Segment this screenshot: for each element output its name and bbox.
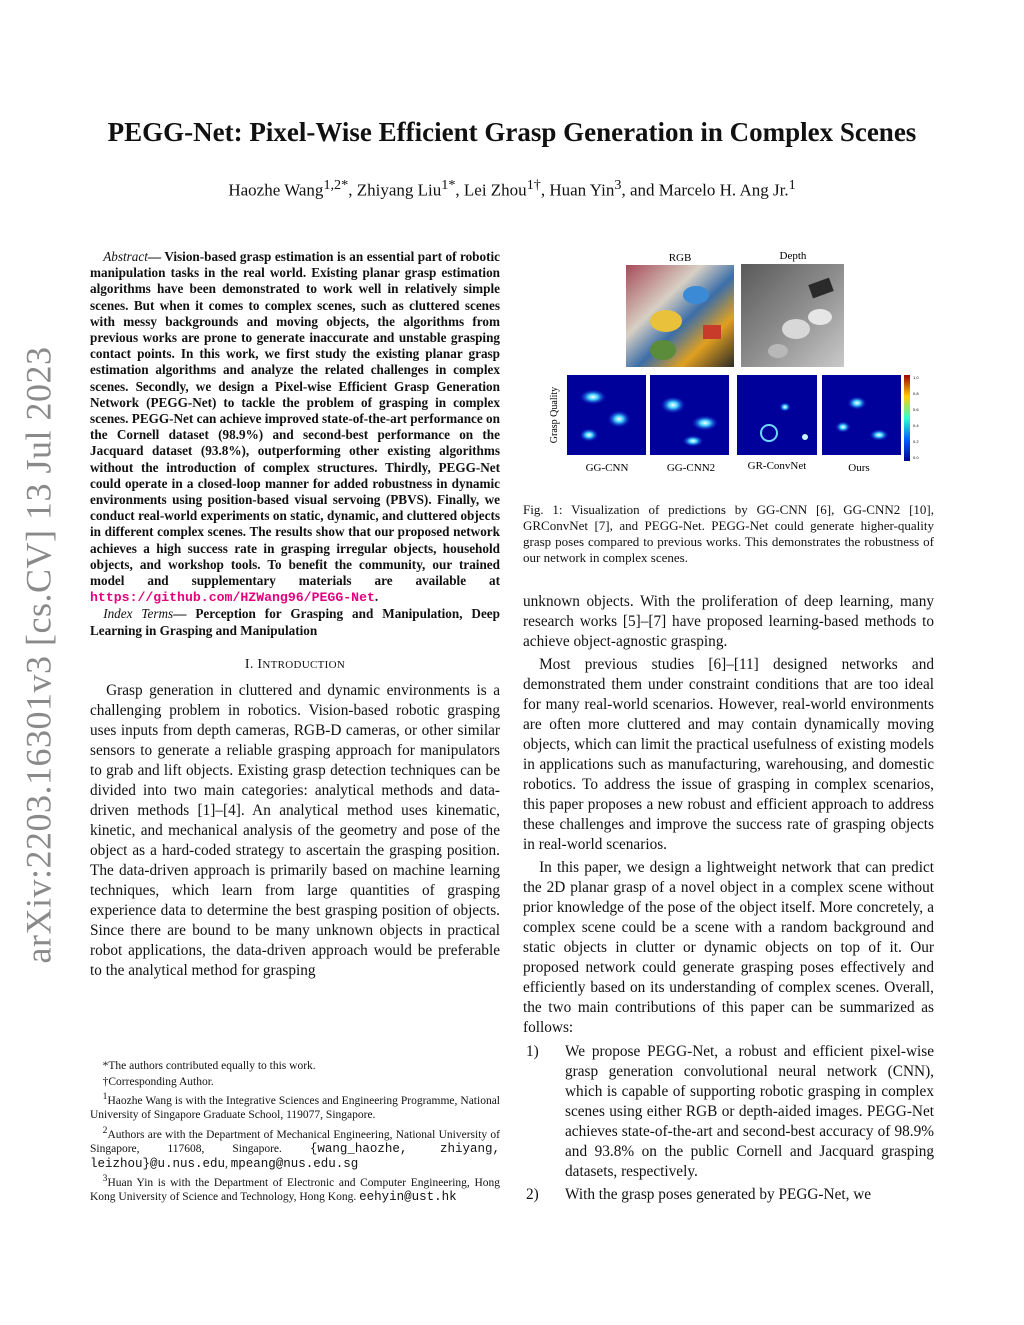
footnote-affil-3 bbox=[90, 1172, 500, 1205]
rgb-object bbox=[650, 310, 682, 332]
abstract bbox=[90, 249, 500, 606]
heatmap-hotspot bbox=[607, 410, 631, 428]
intro-paragraph-3: In this paper, we design a lightweight network that can predict the 2D planar grasp of a novel object in a complex scene without prior knowledge of the pose of the object itself. More concretely, a complex scene could be a scene with a random background and static objects in clutter or dynamic objects on top of it. Our proposed network could generate grasping poses effectively and efficiently based on its understanding of complex scenes. Overall, the two main contributions of this paper can be summarized as follows: bbox=[523, 859, 934, 1036]
heatmap-hotspot bbox=[579, 428, 599, 442]
heatmap-hotspot bbox=[691, 415, 719, 431]
github-link[interactable]: https://github.com/HZWang96/PEGG-Net bbox=[90, 590, 375, 606]
author-line: Haozhe Wang$^{1,2*}$, Zhiyang Liu$^{1*}$, Lei Zhou$^{1\dagger}$, Huan Yin$^3$, and Marcelo H. Ang Jr.$^1$ bbox=[228, 177, 796, 200]
index-terms-text: — Perception for Grasping and Manipulation, Deep Learning in Grasping and Manipulation bbox=[90, 606, 500, 638]
heatmap-gr-convnet bbox=[737, 375, 817, 455]
contribution-number: 2) bbox=[526, 1186, 539, 1203]
right-column bbox=[523, 247, 934, 1205]
arxiv-stamp bbox=[18, 346, 58, 964]
method-label: GG-CNN2 bbox=[666, 462, 716, 474]
footnote-text: Haozhe Wang is with the Integrative Sciences and Engineering Programme, National University of Singapore Graduate School, 119077, Singapore. bbox=[90, 1094, 500, 1122]
depth-object bbox=[782, 319, 810, 339]
author-affil: 1 bbox=[788, 177, 796, 193]
figure-label-grasp-quality: Grasp Quality bbox=[549, 386, 560, 444]
left-column bbox=[90, 249, 500, 981]
author-name: Haozhe Wang bbox=[228, 180, 324, 200]
arxiv-id: arXiv:2203.16301v3 [cs.CV] 13 Jul 2023 bbox=[18, 346, 58, 964]
heatmap-hotspot bbox=[835, 421, 851, 433]
figure-label-rgb: RGB bbox=[668, 252, 692, 264]
email-nus-students[interactable]: {wang_haozhe, zhiyang, leizhou}@u.nus.edu bbox=[90, 1142, 500, 1171]
contribution-item bbox=[523, 1185, 934, 1205]
rgb-object bbox=[703, 325, 721, 339]
depth-object bbox=[768, 344, 788, 358]
colorbar-tick: 1.0 bbox=[913, 375, 919, 380]
author-name: Marcelo H. Ang Jr. bbox=[658, 180, 789, 200]
contribution-text: We propose PEGG-Net, a robust and efficient pixel-wise grasp generation convolutional neural network (CNN), which is capable of supporting robotic grasping in complex scenes using either RGB or depth-aided images. PEGG-Net achieves state-of-the-art and second-best accuracy of 98.9% and 93.8% on the public Cornell and Jacquard grasping datasets, respectively. bbox=[565, 1043, 934, 1180]
intro-paragraph-2: Most previous studies [6]–[11] designed networks and demonstrated them under constraint conditions that are too ideal for many real-world scenarios. However, real-world environments are often more cluttered and may contain dynamically moving objects, which can limit the practical usefulness of existing models in applications such as manufacturing, warehousing, and domestic robotics. To address the issue of grasping in complex scenarios, this paper proposes a new robust and efficient approach to address these challenges and improve the success rate of grasping objects in real-world scenarios. bbox=[523, 656, 934, 853]
section-heading-introduction bbox=[90, 657, 500, 673]
email-eehyin[interactable]: eehyin@ust.hk bbox=[359, 1190, 457, 1205]
section-title-rest: NTRODUCTION bbox=[262, 658, 346, 671]
index-terms-lead: Index Terms bbox=[103, 606, 174, 622]
footnote-corresponding: †Corresponding Author. bbox=[102, 1075, 214, 1088]
author-affil: 3 bbox=[614, 177, 622, 193]
section-first-letter: I bbox=[257, 656, 263, 672]
contributions-list bbox=[523, 1042, 934, 1205]
author-affil: 1† bbox=[526, 177, 541, 193]
depth-object bbox=[808, 309, 832, 325]
figure-1-caption: Fig. 1: Visualization of predictions by GG-CNN [6], GG-CNN2 [10], GRConvNet [7], and PEGG-Net. PEGG-Net could generate higher-quality grasp poses compared to previous works. This demonstrates the robustness of our network in complex scenes. bbox=[523, 502, 934, 565]
heatmap-hotspot bbox=[779, 402, 791, 412]
index-terms bbox=[90, 606, 500, 638]
footnotes bbox=[90, 1059, 500, 1206]
abstract-lead: Abstract bbox=[103, 249, 148, 264]
method-label: GG-CNN bbox=[585, 462, 629, 474]
email-separator: , bbox=[225, 1157, 231, 1170]
method-label: Ours bbox=[848, 462, 870, 474]
rgb-object bbox=[650, 340, 676, 360]
footnote-mark: 2 bbox=[102, 1124, 108, 1136]
contribution-item bbox=[523, 1042, 934, 1182]
abstract-end: . bbox=[374, 589, 379, 605]
colorbar-tick: 0.8 bbox=[913, 391, 919, 396]
footnote-mark: 3 bbox=[102, 1173, 108, 1185]
colorbar bbox=[904, 375, 910, 461]
author-name: Huan Yin bbox=[549, 180, 615, 200]
colorbar-tick: 0.2 bbox=[913, 439, 919, 444]
footnote-affil-2 bbox=[90, 1124, 500, 1171]
heatmap-hotspot bbox=[579, 389, 607, 405]
section-numeral: I. bbox=[244, 656, 258, 672]
footnote-text: Huan Yin is with the Department of Electronic and Computer Engineering, Hong Kong University of Science and Technology, Hong Kong. bbox=[90, 1176, 500, 1204]
author-affil: 1,2* bbox=[323, 177, 349, 193]
author-affil: 1* bbox=[441, 177, 456, 193]
heatmap-hotspot bbox=[682, 435, 704, 447]
heatmap-gg-cnn bbox=[567, 375, 646, 455]
footnote-text: Authors are with the Department of Mechanical Engineering, National University of Singapore, 117608, Singapore. bbox=[90, 1128, 500, 1156]
heatmap-hotspot bbox=[869, 429, 889, 441]
heatmap-hotspot bbox=[847, 396, 867, 410]
paper-title: PEGG-Net: Pixel-Wise Efficient Grasp Generation in Complex Scenes bbox=[107, 117, 917, 147]
method-label: GR-ConvNet bbox=[747, 460, 807, 472]
abstract-text: — Vision-based grasp estimation is an essential part of robotic manipulation tasks in the real world. Existing planar grasp estimation algorithms have been demonstrated to work well in relatively simple scenes. But when it comes to complex scenes, such as cluttered scenes with messy backgrounds and moving objects, the algorithms from previous works are prone to generate inaccurate and unstable grasping contact points. In this work, we first study the existing planar grasp estimation algorithms and analyze the related challenges in complex scenes. Secondly, we design a Pixel-wise Efficient Grasp Generation Network (PEGG-Net) to tackle the problem of grasping in complex scenes. PEGG-Net can achieve improved state-of-the-art performance on the Cornell dataset (98.9%) and second-best performance on the Jacquard dataset (93.8%), outperforming other existing algorithms without the introduction of complex structures. Thirdly, PEGG-Net could operate in a closed-loop manner for added robustness in dynamic environments using position-based visual servoing (PBVS). Finally, we conduct real-world experiments on static, dynamic, and cluttered objects in different complex scenes. The results show that our proposed network achieves a high success rate in grasping irregular objects, household objects, and workshop tools. To benefit the community, our trained model and supplementary materials are available at bbox=[90, 249, 500, 589]
intro-paragraph-continued: unknown objects. With the proliferation of deep learning, many research works [5]–[7] have proposed learning-based methods to achieve object-agnostic grasping. bbox=[523, 593, 934, 650]
contribution-number: 1) bbox=[526, 1043, 539, 1060]
colorbar-tick: 0.0 bbox=[913, 455, 919, 460]
figure-label-depth: Depth bbox=[779, 250, 807, 262]
colorbar-tick: 0.6 bbox=[913, 407, 919, 412]
heatmap-hotspot bbox=[660, 396, 686, 414]
colorbar-tick: 0.4 bbox=[913, 423, 919, 428]
email-mpeang[interactable]: mpeang@nus.edu.sg bbox=[230, 1156, 359, 1171]
contribution-text: With the grasp poses generated by PEGG-Net, we bbox=[565, 1186, 872, 1203]
intro-paragraph-1: Grasp generation in cluttered and dynamic environments is a challenging problem in robotics. Vision-based robotic grasping uses inputs from depth cameras, RGB-D cameras, or other similar sensors to generate a reliable grasping approach for manipulators to grab and lift objects. Existing grasp detection techniques can be divided into two main categories: analytical methods and data-driven methods [1]–[4]. An analytical method uses kinematic, kinetic, and mechanical analysis of the geometry and pose of the object as a hard-coded strategy to ascertain the grasping position. The data-driven approach is primarily based on machine learning techniques, which learn from large quantities of grasping experience data to determine the best grasping position of objects. Since there are bound to be many unknown objects in practical robot applications, the data-driven approach would be preferable to the analytical method for grasping bbox=[90, 681, 500, 979]
heatmap-ours bbox=[822, 375, 901, 455]
heatmap-hotspot bbox=[802, 434, 808, 440]
footnote-equal-contribution: *The authors contributed equally to this work. bbox=[102, 1060, 316, 1072]
footnote-affil-1 bbox=[90, 1090, 500, 1123]
author-name: Zhiyang Liu bbox=[356, 180, 442, 200]
footnote-mark: 1 bbox=[102, 1091, 108, 1102]
rgb-object bbox=[683, 286, 709, 304]
figure-1-graphic bbox=[523, 247, 934, 482]
figure-1 bbox=[523, 247, 934, 482]
author-name: Lei Zhou bbox=[463, 180, 527, 200]
